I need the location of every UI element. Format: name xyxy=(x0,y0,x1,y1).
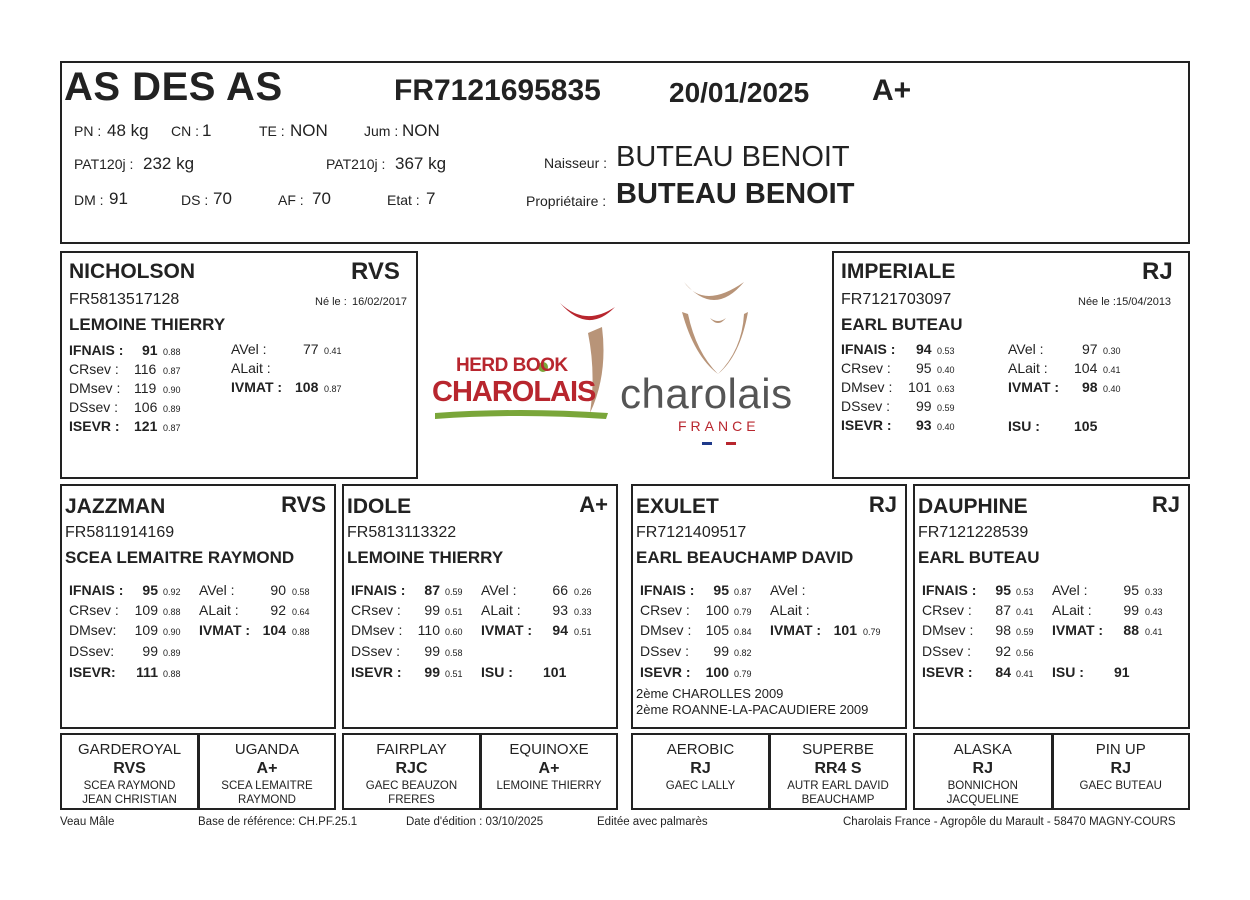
sire-dmsev-cd: 0.90 xyxy=(163,385,181,395)
grandparent-avel: 66 xyxy=(552,582,568,598)
footer-base: Base de référence: CH.PF.25.1 xyxy=(198,816,358,828)
great-grandparent-owner-line2: BEAUCHAMP xyxy=(801,794,875,806)
grandparent-avel-cd: 0.26 xyxy=(574,587,592,597)
herdbook-line1: HERD BOOK xyxy=(456,355,568,376)
grandparent-owner: LEMOINE THIERRY xyxy=(347,548,504,567)
great-grandparent-grade: RJ xyxy=(1110,760,1131,777)
great-grandparent-grade: RJ xyxy=(690,760,711,777)
dam-ifnais: 94 xyxy=(916,341,932,357)
grandparent-crsev-cd: 0.79 xyxy=(734,607,752,617)
grandparent-isevr: 99 xyxy=(424,664,440,680)
grandparent-ifnais-label: IFNAIS : xyxy=(69,582,124,598)
grandparent-crsev-label: CRsev : xyxy=(922,602,972,618)
grandparent-ifnais-cd: 0.59 xyxy=(445,587,463,597)
great-grandparent-box xyxy=(198,733,336,810)
grandparent-crsev-cd: 0.88 xyxy=(163,607,181,617)
dam-isevr-label: ISEVR : xyxy=(841,417,892,433)
grandparent-isevr-cd: 0.88 xyxy=(163,669,181,679)
grandparent-crsev-label: CRsev : xyxy=(69,602,119,618)
great-grandparent-owner-line2: RAYMOND xyxy=(238,794,296,806)
france-word: FRANCE xyxy=(678,418,760,434)
footer-sex: Veau Mâle xyxy=(60,816,115,828)
grandparent-ivmat-cd: 0.51 xyxy=(574,627,592,637)
grandparent-dssev: 99 xyxy=(142,643,158,659)
dam-dssev-label: DSsev : xyxy=(841,398,891,414)
grandparent-crsev-cd: 0.41 xyxy=(1016,607,1034,617)
grandparent-alait-cd: 0.43 xyxy=(1145,607,1163,617)
dam-isevr-cd: 0.40 xyxy=(937,422,955,432)
sire-ivmat: 108 xyxy=(295,379,319,395)
grandparent-crsev-cd: 0.51 xyxy=(445,607,463,617)
sire-crsev-cd: 0.87 xyxy=(163,366,181,376)
grandparent-alait: 93 xyxy=(552,602,568,618)
grandparent-crsev: 99 xyxy=(424,602,440,618)
great-grandparent-owner-line1: GAEC BEAUZON xyxy=(365,780,458,792)
great-grandparent-name: SUPERBE xyxy=(802,741,874,758)
grandparent-dssev: 99 xyxy=(713,643,729,659)
grandparent-isevr: 84 xyxy=(995,664,1011,680)
dam-dssev: 99 xyxy=(916,398,932,414)
proprietaire-label: Propriétaire : xyxy=(526,193,607,209)
grandparent-dssev-label: DSsev : xyxy=(922,643,972,659)
grandparent-ifnais-label: IFNAIS : xyxy=(351,582,406,598)
grandparent-ifnais-cd: 0.53 xyxy=(1016,587,1034,597)
sire-born-label: Né le : xyxy=(315,296,347,308)
great-grandparent-owner-line1: AUTR EARL DAVID xyxy=(787,780,889,792)
grandparent-isevr-cd: 0.51 xyxy=(445,669,463,679)
animal-grade: A+ xyxy=(872,74,912,107)
dam-owner: EARL BUTEAU xyxy=(841,315,963,334)
grandparent-avel-cd: 0.33 xyxy=(1145,587,1163,597)
grandparent-grade: A+ xyxy=(579,492,608,517)
footer-address: Charolais France - Agropôle du Marault - 58470 MAGNY-COURS xyxy=(843,816,1176,828)
grandparent-crsev-label: CRsev : xyxy=(351,602,401,618)
sire-ifnais-cd: 0.88 xyxy=(163,347,181,357)
dam-ifnais-cd: 0.53 xyxy=(937,346,955,356)
grandparent-avel-cd: 0.58 xyxy=(292,587,310,597)
great-grandparent-name: UGANDA xyxy=(234,741,300,758)
grandparent-dssev: 92 xyxy=(995,643,1011,659)
herdbook-logo xyxy=(430,295,620,425)
grandparent-avel: 95 xyxy=(1123,582,1139,598)
grandparent-award: 2ème ROANNE-LA-PACAUDIERE 2009 xyxy=(636,702,869,717)
charolais-word: charolais xyxy=(620,370,793,417)
grandparent-ifnais-label: IFNAIS : xyxy=(922,582,977,598)
grandparent-isevr: 100 xyxy=(705,664,729,680)
sire-ifnais: 91 xyxy=(142,342,158,358)
dam-isu-label: ISU : xyxy=(1008,418,1040,434)
grandparent-dmsev: 105 xyxy=(705,622,729,638)
grandparent-ifnais-cd: 0.87 xyxy=(734,587,752,597)
great-grandparent-name: GARDEROYAL xyxy=(77,741,182,758)
dam-isevr: 93 xyxy=(916,417,932,433)
grandparent-id: FR7121409517 xyxy=(636,524,747,541)
te-label: TE : xyxy=(259,123,285,139)
ds-label: DS : xyxy=(181,192,209,208)
proprietaire-value: BUTEAU BENOIT xyxy=(616,178,855,210)
sire-born: 16/02/2017 xyxy=(352,296,408,308)
dam-dmsev: 101 xyxy=(908,379,932,395)
grandparent-isevr-label: ISEVR : xyxy=(640,664,691,680)
great-grandparent-owner-line2: FRERES xyxy=(388,794,435,806)
great-grandparent-name: AEROBIC xyxy=(666,741,735,758)
grandparent-alait-label: ALait : xyxy=(481,602,521,618)
dam-alait-cd: 0.41 xyxy=(1103,365,1121,375)
great-grandparent-box xyxy=(480,733,618,810)
grandparent-ivmat: 104 xyxy=(262,622,286,638)
sire-ivmat-label: IVMAT : xyxy=(231,379,283,395)
dam-born: 15/04/2013 xyxy=(1116,296,1172,308)
header-panel xyxy=(60,61,1190,244)
dam-name: IMPERIALE xyxy=(841,260,956,283)
great-grandparent-box xyxy=(913,733,1053,810)
sire-id: FR5813517128 xyxy=(69,291,180,308)
grandparent-owner: SCEA LEMAITRE RAYMOND xyxy=(65,548,295,567)
animal-name: AS DES AS xyxy=(64,65,283,109)
sire-dmsev: 119 xyxy=(134,380,157,396)
grandparent-avel-label: AVel : xyxy=(770,582,806,598)
grandparent-avel: 90 xyxy=(270,582,286,598)
grandparent-card xyxy=(342,484,618,729)
great-grandparent-grade: RVS xyxy=(113,760,146,777)
grandparent-dssev: 99 xyxy=(424,643,440,659)
grandparent-ivmat: 101 xyxy=(833,622,857,638)
jum-label: Jum : xyxy=(364,123,399,139)
grandparent-isevr-label: ISEVR : xyxy=(922,664,973,680)
grandparent-dssev-cd: 0.56 xyxy=(1016,648,1034,658)
grandparent-crsev: 100 xyxy=(705,602,729,618)
grandparent-id: FR7121228539 xyxy=(918,524,1029,541)
grandparent-isevr-label: ISEVR : xyxy=(351,664,402,680)
grandparent-award: 2ème CHAROLLES 2009 xyxy=(636,686,784,701)
footer-palmares: Editée avec palmarès xyxy=(597,816,708,828)
great-grandparent-owner-line1: BONNICHON xyxy=(947,780,1018,792)
animal-date: 20/01/2025 xyxy=(669,77,810,108)
dam-alait: 104 xyxy=(1074,360,1098,376)
grandparent-isu-label: ISU : xyxy=(481,664,513,680)
grandparent-card xyxy=(631,484,907,729)
dam-ivmat-cd: 0.40 xyxy=(1103,384,1121,394)
dam-alait-label: ALait : xyxy=(1008,360,1048,376)
grandparent-ifnais-cd: 0.92 xyxy=(163,587,181,597)
grandparent-avel-label: AVel : xyxy=(481,582,517,598)
dam-ifnais-label: IFNAIS : xyxy=(841,341,896,357)
grandparent-avel-label: AVel : xyxy=(1052,582,1088,598)
grandparent-dmsev-cd: 0.59 xyxy=(1016,627,1034,637)
great-grandparent-grade: RR4 S xyxy=(814,760,862,777)
great-grandparent-owner-line1: SCEA RAYMOND xyxy=(83,780,176,792)
grandparent-dssev-label: DSsev : xyxy=(640,643,690,659)
great-grandparent-name: ALASKA xyxy=(953,741,1012,758)
dam-dmsev-cd: 0.63 xyxy=(937,384,955,394)
grandparent-alait-cd: 0.64 xyxy=(292,607,310,617)
grandparent-dmsev: 98 xyxy=(995,622,1011,638)
dam-id: FR7121703097 xyxy=(841,291,952,308)
grandparent-alait: 99 xyxy=(1123,602,1139,618)
naisseur-label: Naisseur : xyxy=(544,155,608,171)
sire-ifnais-label: IFNAIS : xyxy=(69,342,124,358)
grandparent-grade: RJ xyxy=(1151,492,1180,517)
herdbook-line2: CHAROLAIS xyxy=(432,376,596,408)
dam-ivmat-label: IVMAT : xyxy=(1008,379,1060,395)
grandparent-avel-label: AVel : xyxy=(199,582,235,598)
grandparent-dmsev-cd: 0.90 xyxy=(163,627,181,637)
grandparent-alait: 92 xyxy=(270,602,286,618)
grandparent-ivmat-label: IVMAT : xyxy=(199,622,251,638)
sire-avel-label: AVel : xyxy=(231,341,267,357)
af-value: 70 xyxy=(312,189,331,208)
grandparent-isu: 101 xyxy=(543,664,567,680)
grandparent-name: JAZZMAN xyxy=(65,495,166,518)
pat120-value: 232 kg xyxy=(143,154,195,173)
grandparent-crsev: 109 xyxy=(134,602,158,618)
sire-dssev-cd: 0.89 xyxy=(163,404,181,414)
great-grandparent-grade: RJ xyxy=(972,760,993,777)
grandparent-ivmat: 88 xyxy=(1123,622,1139,638)
charolais-france-logo xyxy=(618,278,828,453)
animal-id: FR7121695835 xyxy=(394,74,601,107)
grandparent-alait-label: ALait : xyxy=(199,602,239,618)
grandparent-isevr-cd: 0.41 xyxy=(1016,669,1034,679)
grandparent-name: IDOLE xyxy=(347,495,412,518)
grandparent-crsev-label: CRsev : xyxy=(640,602,690,618)
footer-edition: Date d'édition : 03/10/2025 xyxy=(406,816,544,828)
grandparent-dssev-label: DSsev : xyxy=(351,643,401,659)
dam-avel-cd: 0.30 xyxy=(1103,346,1121,356)
jum-value: NON xyxy=(402,121,440,140)
grandparent-isevr-label: ISEVR: xyxy=(69,664,116,680)
grandparent-card xyxy=(913,484,1190,729)
pat120-label: PAT120j : xyxy=(74,156,134,172)
great-grandparent-name: FAIRPLAY xyxy=(376,741,447,758)
sire-owner: LEMOINE THIERRY xyxy=(69,315,226,334)
great-grandparent-grade: A+ xyxy=(538,760,560,777)
te-value: NON xyxy=(290,121,328,140)
great-grandparent-owner-line1: LEMOINE THIERRY xyxy=(496,780,602,792)
great-grandparent-owner-line2: JEAN CHRISTIAN xyxy=(82,794,177,806)
grandparent-isu: 91 xyxy=(1114,664,1130,680)
grandparent-ifnais: 95 xyxy=(142,582,158,598)
cn-value: 1 xyxy=(202,121,212,140)
great-grandparent-name: EQUINOXE xyxy=(509,741,589,758)
sire-isevr-label: ISEVR : xyxy=(69,418,120,434)
grandparent-dssev-cd: 0.58 xyxy=(445,648,463,658)
grandparent-dssev-cd: 0.89 xyxy=(163,648,181,658)
sire-avel-cd: 0.41 xyxy=(324,346,342,356)
af-label: AF : xyxy=(278,192,304,208)
grandparent-ivmat-cd: 0.41 xyxy=(1145,627,1163,637)
grandparent-alait-label: ALait : xyxy=(770,602,810,618)
dam-isu: 105 xyxy=(1074,418,1098,434)
dam-crsev-cd: 0.40 xyxy=(937,365,955,375)
sire-card xyxy=(60,251,418,479)
dam-card xyxy=(832,251,1190,479)
grandparent-ifnais: 95 xyxy=(713,582,729,598)
great-grandparent-box xyxy=(342,733,481,810)
great-grandparent-owner-line1: GAEC LALLY xyxy=(665,780,736,792)
grandparent-name: EXULET xyxy=(636,495,719,518)
etat-label: Etat : xyxy=(387,192,420,208)
sire-isevr: 121 xyxy=(134,418,158,434)
grandparent-isu-label: ISU : xyxy=(1052,664,1084,680)
ds-value: 70 xyxy=(213,189,232,208)
dam-crsev: 95 xyxy=(916,360,932,376)
dam-dmsev-label: DMsev : xyxy=(841,379,893,395)
grandparent-dmsev-label: DMsev : xyxy=(922,622,974,638)
great-grandparent-owner-line2: JACQUELINE xyxy=(946,794,1019,806)
grandparent-dmsev-cd: 0.60 xyxy=(445,627,463,637)
dam-avel: 97 xyxy=(1082,341,1098,357)
grandparent-dmsev-label: DMsev : xyxy=(640,622,692,638)
dam-crsev-label: CRsev : xyxy=(841,360,891,376)
grandparent-dmsev-cd: 0.84 xyxy=(734,627,752,637)
grandparent-alait-label: ALait : xyxy=(1052,602,1092,618)
sire-dmsev-label: DMsev : xyxy=(69,380,121,396)
sire-alait-label: ALait : xyxy=(231,360,271,376)
grandparent-grade: RJ xyxy=(868,492,897,517)
dam-grade: RJ xyxy=(1142,258,1173,285)
grandparent-ivmat-cd: 0.88 xyxy=(292,627,310,637)
sire-dssev-label: DSsev : xyxy=(69,399,119,415)
grandparent-dmsev: 109 xyxy=(134,622,158,638)
great-grandparent-grade: A+ xyxy=(256,760,278,777)
grandparent-ivmat: 94 xyxy=(552,622,568,638)
grandparent-name: DAUPHINE xyxy=(918,495,1028,518)
grandparent-dmsev-label: DMsev : xyxy=(351,622,403,638)
grandparent-owner: EARL BUTEAU xyxy=(918,548,1040,567)
grandparent-ivmat-label: IVMAT : xyxy=(1052,622,1104,638)
cn-label: CN : xyxy=(171,123,199,139)
grandparent-ifnais-label: IFNAIS : xyxy=(640,582,695,598)
pat210-label: PAT210j : xyxy=(326,156,386,172)
grandparent-owner: EARL BEAUCHAMP DAVID xyxy=(636,548,854,567)
grandparent-alait-cd: 0.33 xyxy=(574,607,592,617)
etat-value: 7 xyxy=(426,189,436,208)
great-grandparent-grade: RJC xyxy=(395,760,428,777)
dam-dssev-cd: 0.59 xyxy=(937,403,955,413)
pn-value: 48 kg xyxy=(107,121,149,140)
pn-label: PN : xyxy=(74,123,102,139)
grandparent-crsev: 87 xyxy=(995,602,1011,618)
sire-dssev: 106 xyxy=(134,399,158,415)
dam-avel-label: AVel : xyxy=(1008,341,1044,357)
great-grandparent-box xyxy=(60,733,199,810)
dam-ivmat: 98 xyxy=(1082,379,1098,395)
grandparent-ifnais: 87 xyxy=(424,582,440,598)
grandparent-dmsev-label: DMsev: xyxy=(69,622,117,638)
grandparent-card xyxy=(60,484,336,729)
great-grandparent-box xyxy=(769,733,907,810)
dm-label: DM : xyxy=(74,192,104,208)
naisseur-value: BUTEAU BENOIT xyxy=(616,141,850,173)
grandparent-dmsev: 110 xyxy=(417,622,440,638)
great-grandparent-box xyxy=(631,733,770,810)
grandparent-grade: RVS xyxy=(281,492,326,517)
grandparent-isevr: 111 xyxy=(136,664,158,680)
grandparent-id: FR5813113322 xyxy=(347,524,457,541)
grandparent-ivmat-cd: 0.79 xyxy=(863,627,881,637)
dm-value: 91 xyxy=(109,189,128,208)
great-grandparent-owner-line1: GAEC BUTEAU xyxy=(1079,780,1162,792)
sire-avel: 77 xyxy=(303,341,319,357)
sire-grade: RVS xyxy=(351,258,400,285)
grandparent-ivmat-label: IVMAT : xyxy=(770,622,822,638)
dam-born-label: Née le : xyxy=(1078,296,1116,308)
grandparent-dssev-cd: 0.82 xyxy=(734,648,752,658)
grandparent-ivmat-label: IVMAT : xyxy=(481,622,533,638)
sire-name: NICHOLSON xyxy=(69,260,195,283)
grandparent-dssev-label: DSsev: xyxy=(69,643,115,659)
grandparent-ifnais: 95 xyxy=(995,582,1011,598)
sire-crsev-label: CRsev : xyxy=(69,361,119,377)
great-grandparent-owner-line1: SCEA LEMAITRE xyxy=(221,780,313,792)
pat210-value: 367 kg xyxy=(395,154,447,173)
sire-crsev: 116 xyxy=(134,361,157,377)
sire-ivmat-cd: 0.87 xyxy=(324,384,342,394)
sire-isevr-cd: 0.87 xyxy=(163,423,181,433)
grandparent-isevr-cd: 0.79 xyxy=(734,669,752,679)
grandparent-id: FR5811914169 xyxy=(65,524,175,541)
great-grandparent-name: PIN UP xyxy=(1095,741,1146,758)
great-grandparent-box xyxy=(1052,733,1191,810)
